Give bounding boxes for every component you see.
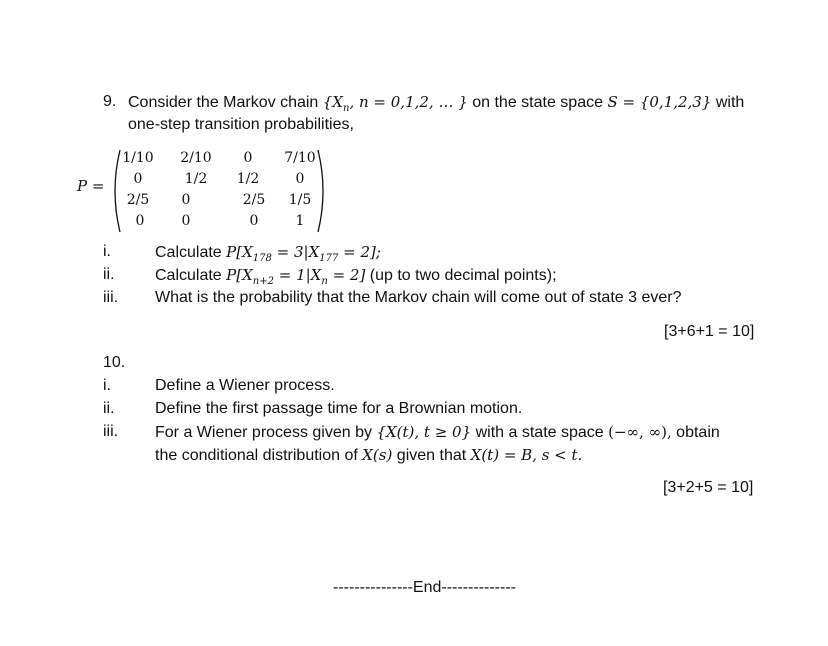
q10-part-i: Define a Wiener process. <box>155 377 335 394</box>
q10-part-iii-mid: with a state space <box>475 424 604 441</box>
q9-part-ii-suffix: (up to two decimal points); <box>369 267 557 284</box>
q9-intro-before: Consider the Markov chain <box>128 94 319 111</box>
q10-part-iii-line2 <box>155 445 582 466</box>
q10-part-iii-line2-prefix: the conditional distribution of <box>155 447 358 464</box>
q10-part-ii: Define the first passage time for a Brownian motion. <box>155 400 523 417</box>
matrix-cell: 0 <box>181 213 191 229</box>
q9-part-i-prefix: Calculate <box>155 244 222 261</box>
q10-part-iii-math: {X(t), t ≥ 0} <box>376 423 472 441</box>
matrix-cell: 1/2 <box>236 171 260 187</box>
q10-part-numeral: iii. <box>103 423 119 440</box>
q9-part-iii: What is the probability that the Markov chain will come out of state 3 ever? <box>155 289 682 306</box>
q9-intro-after: with <box>715 94 745 111</box>
q10-marks: [3+2+5 = 10] <box>663 479 754 496</box>
matrix-cell: 1/2 <box>184 171 208 187</box>
q9-marks: [3+6+1 = 10] <box>664 323 755 340</box>
q9-part-i <box>155 242 381 263</box>
q9-part-numeral: i. <box>103 243 111 260</box>
matrix-cell: 0 <box>295 171 305 187</box>
matrix-cell: 2/5 <box>242 192 266 208</box>
end-footer: ---------------End-------------- <box>333 579 516 596</box>
matrix-cell: 7/10 <box>284 150 316 166</box>
q9-space-math: S = {0,1,2,3} <box>607 93 712 111</box>
q10-part-numeral: ii. <box>103 400 115 417</box>
matrix-cell: 2/5 <box>126 192 150 208</box>
matrix-cell: 0 <box>135 213 145 229</box>
matrix-cell: 0 <box>243 150 253 166</box>
q10-part-numeral: i. <box>103 377 111 394</box>
q9-number: 9. <box>103 93 117 110</box>
q9-part-ii-math: $P[X_{n+2} = 1|X_n = 2]$ <box>226 266 366 287</box>
matrix-cell: 2/10 <box>180 150 212 166</box>
q10-part-iii-line1 <box>155 422 720 443</box>
matrix-cell: 1/5 <box>288 192 312 208</box>
q9-part-i-math: $P[X_{178} = 3|X_{177} = 2]$; <box>226 243 381 264</box>
q9-part-numeral: iii. <box>103 289 119 306</box>
q10-part-iii-suffix: obtain <box>676 424 720 441</box>
q10-part-iii-prefix: For a Wiener process given by <box>155 424 372 441</box>
matrix-cell: 0 <box>181 192 191 208</box>
q9-intro-mid: on the state space <box>472 94 603 111</box>
matrix-cell: 0 <box>133 171 143 187</box>
q9-chain-math: {$X_n$, n = 0,1,2, … } <box>322 93 468 114</box>
q10-number: 10. <box>103 354 126 371</box>
q9-part-ii <box>155 265 557 286</box>
q9-intro-line1 <box>128 92 744 113</box>
matrix-label: P = <box>77 177 105 195</box>
q9-intro-line2: one-step transition probabilities, <box>128 116 354 133</box>
q10-part-iii-line2-mid: given that <box>396 447 467 464</box>
q10-part-iii-math2: (−∞, ∞), <box>608 423 672 441</box>
matrix-cell: 1/10 <box>122 150 154 166</box>
q9-part-numeral: ii. <box>103 266 115 283</box>
matrix-cell: 1 <box>295 213 305 229</box>
matrix-cell: 0 <box>249 213 259 229</box>
q9-part-ii-prefix: Calculate <box>155 267 222 284</box>
q10-part-iii-line2-math2: X(t) = B, s < t. <box>470 446 583 464</box>
q10-part-iii-line2-math: X(s) <box>362 446 393 464</box>
